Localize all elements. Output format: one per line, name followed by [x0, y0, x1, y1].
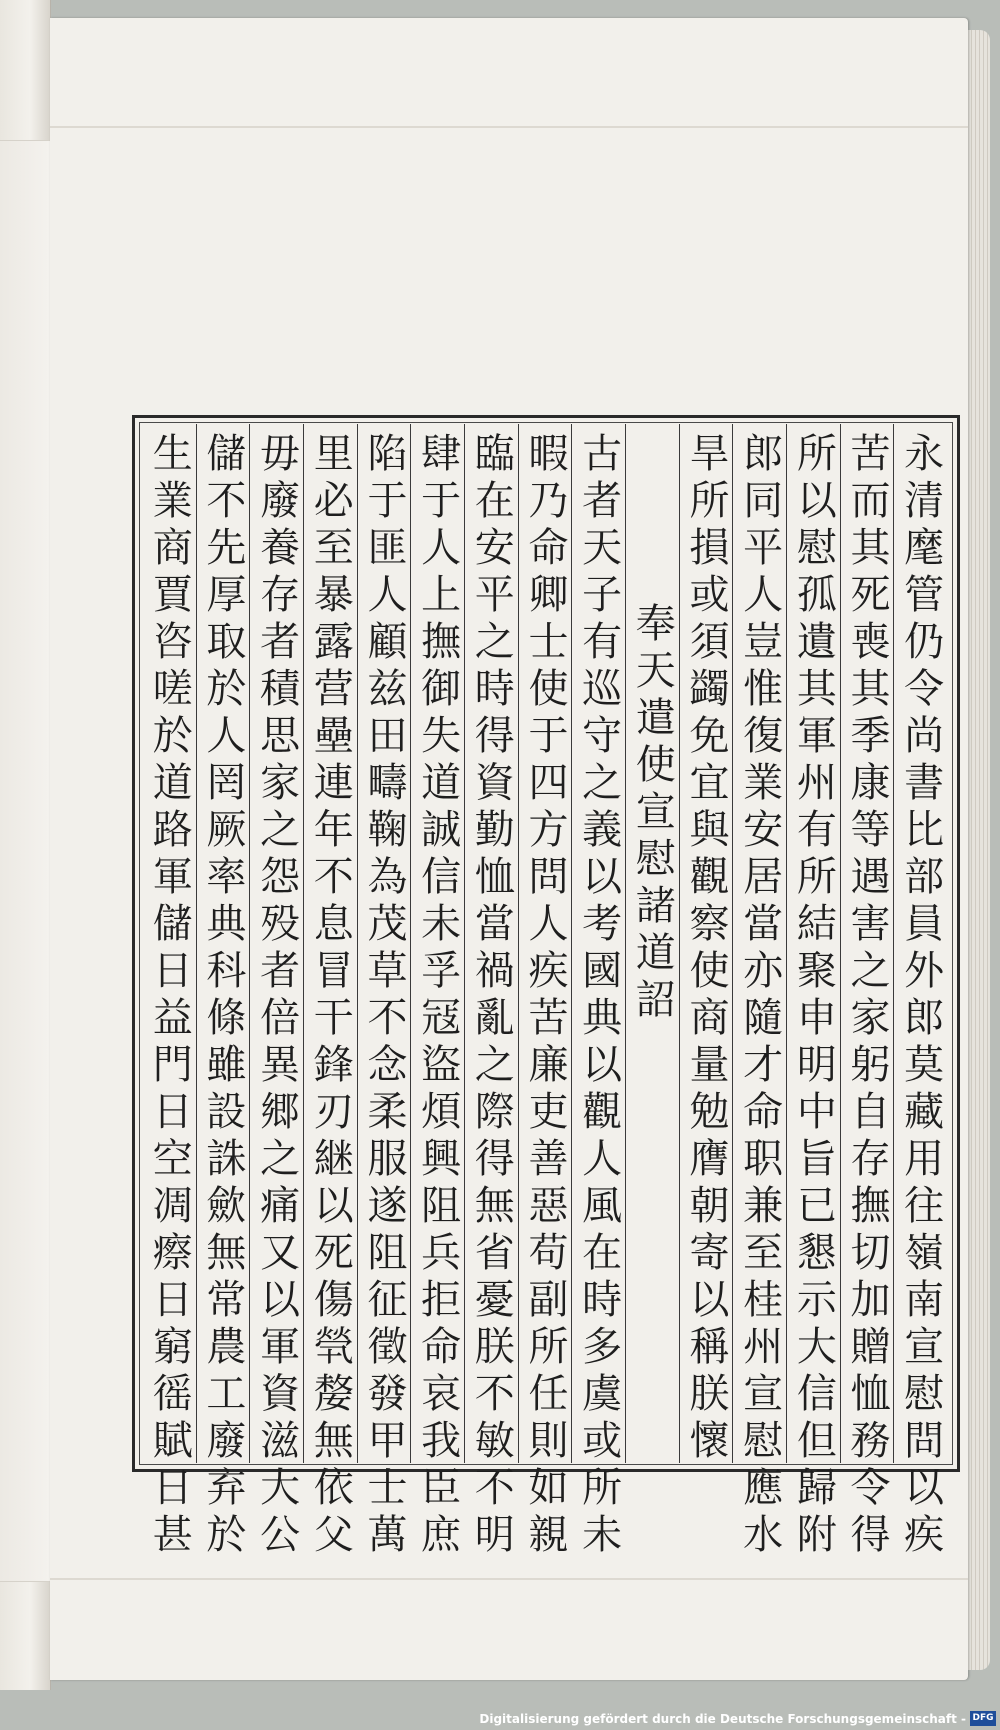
text-column — [571, 424, 625, 1560]
column-text: 陷于匪人顧兹田疇鞠為茂草不念柔服遂阻征徵發甲士萬 — [360, 432, 407, 1560]
text-columns — [143, 424, 947, 1560]
left-page-fold — [0, 140, 50, 1582]
column-text: 毋廢養存者積思家之怨殁者倍異郷之痛又以軍資滋大公 — [253, 432, 300, 1560]
bottom-fold-line — [50, 1578, 968, 1580]
top-fold-line — [50, 126, 968, 128]
text-column — [357, 424, 411, 1560]
text-column — [679, 424, 733, 1466]
column-text: 郎同平人豈惟復業安居當亦隨才命职兼至桂州宣慰應水 — [736, 432, 783, 1560]
column-text: 旱所損或須蠲免宜與觀察使商量勉膺朝寄以稱朕懷 — [682, 432, 729, 1466]
text-column — [196, 424, 250, 1560]
text-column — [143, 424, 196, 1560]
column-text: 里必至暴露营壘連年不息冒干鋒刃継以死傷煢嫠無依父 — [307, 432, 354, 1560]
text-column — [732, 424, 786, 1560]
column-text: 苦而其死喪其季康等遇害之家躬自存撫切加贈恤務令得 — [843, 432, 890, 1560]
funding-credit: Digitalisierung gefördert durch die Deutsche Forschungsgemeinschaft - — [479, 1712, 966, 1726]
column-text: 臨在安平之時得資勤恤當禍亂之際得無省憂朕不敏不明 — [468, 432, 515, 1560]
text-column — [893, 424, 947, 1560]
text-column — [303, 424, 357, 1560]
text-column — [410, 424, 464, 1560]
text-column — [518, 424, 572, 1560]
column-text: 永清麾管仍令尚書比部員外郎莫藏用往嶺南宣慰問以疾 — [897, 432, 944, 1560]
text-column — [840, 424, 894, 1560]
book-page — [50, 18, 968, 1680]
text-frame — [132, 415, 960, 1560]
column-text: 暇乃命卿士使于四方問人疾苦廉吏善惡苟副所任則如親 — [521, 432, 568, 1560]
text-column — [464, 424, 518, 1560]
dfg-logo: DFG — [970, 1711, 996, 1726]
column-text: 古者天子有巡守之義以考國典以觀人風在時多虞或所未 — [575, 432, 622, 1560]
left-page — [0, 0, 51, 1690]
column-text: 儲不先厚取於人罔厥率典科條雖設誅歛無常農工廢弃於 — [199, 432, 246, 1560]
text-column — [249, 424, 303, 1560]
column-text: 生業商賈咨嗟於道路軍儲日益門日空凋瘵日窮徭賦日甚 — [146, 432, 193, 1560]
text-column — [786, 424, 840, 1560]
column-text: 肆于人上撫御失道誠信未孚冦盜煩興阻兵拒命哀我臣庶 — [414, 432, 461, 1560]
text-column — [625, 424, 679, 1463]
footer-bar — [0, 1708, 1000, 1730]
column-text: 所以慰孤遺其軍州有所結聚申明中旨已懇示大信但歸附 — [790, 432, 837, 1560]
edict-title: 奉天遣使宣慰諸道詔 — [629, 602, 676, 1025]
